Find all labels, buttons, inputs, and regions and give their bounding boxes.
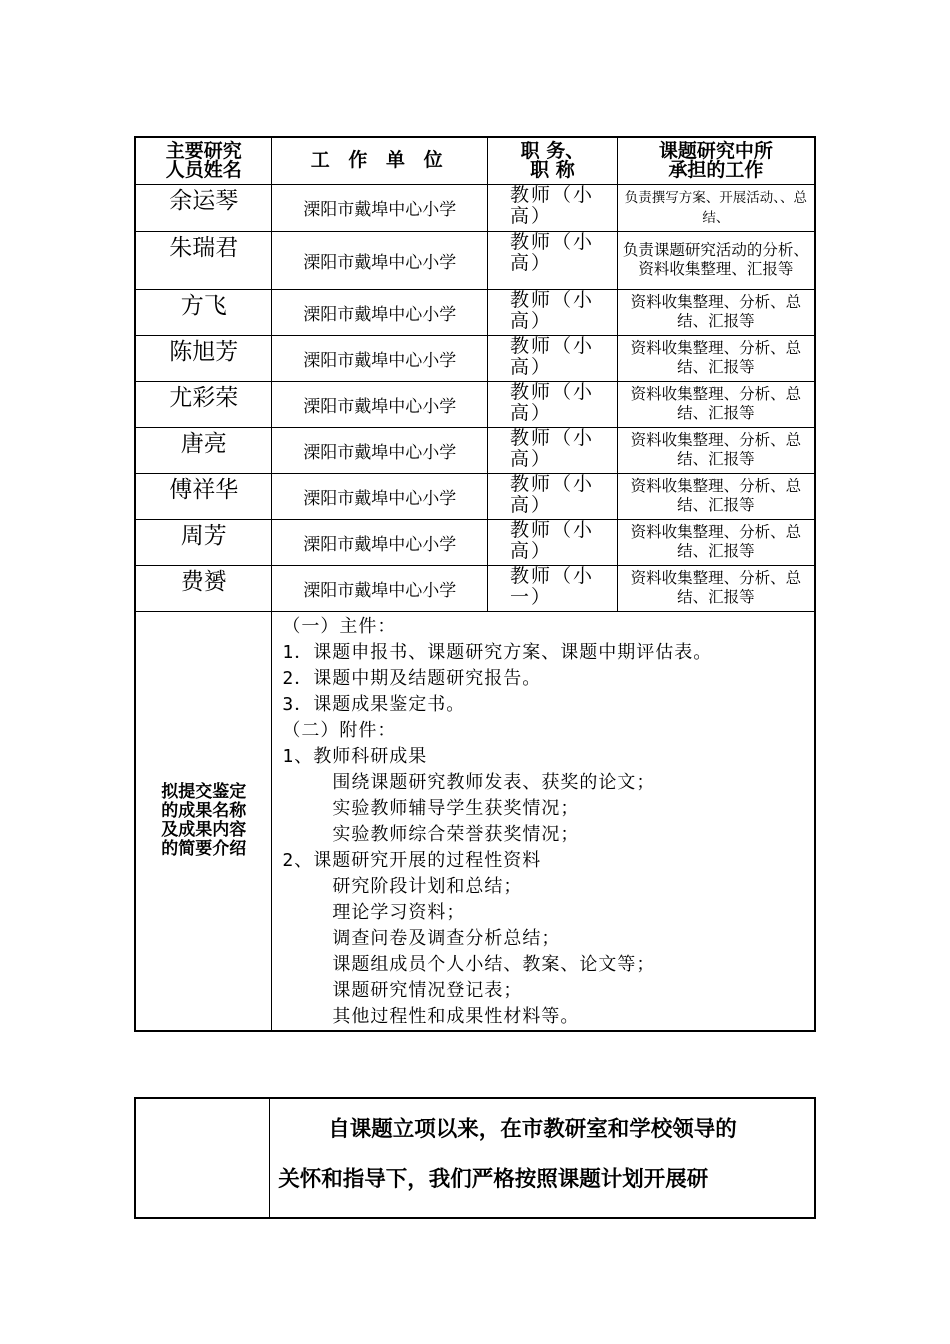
results-line: 其他过程性和成果性材料等。 — [332, 1005, 580, 1027]
table-row — [135, 519, 815, 565]
member-unit: 溧阳市戴埠中心小学 — [272, 427, 488, 473]
members-table — [134, 136, 816, 1032]
report-table — [134, 1097, 816, 1219]
member-title: 教师（小高） — [487, 381, 617, 427]
member-unit: 溧阳市戴埠中心小学 — [272, 381, 488, 427]
results-line: （二）附件： — [282, 719, 397, 741]
report-line: 关怀和指导下，我们严格按照课题计划开展研 — [278, 1167, 709, 1192]
results-line: 2．课题中期及结题研究报告。 — [282, 667, 542, 689]
member-title: 教师（小高） — [487, 231, 617, 289]
results-line: 研究阶段计划和总结； — [332, 875, 523, 897]
member-title: 教师（小高） — [487, 335, 617, 381]
table-row — [135, 565, 815, 611]
table-row — [135, 473, 815, 519]
report-content — [270, 1098, 815, 1218]
member-title: 教师（小一） — [487, 565, 617, 611]
member-task: 负责撰写方案、开展活动、、总结、 — [617, 184, 815, 231]
table-row — [135, 184, 815, 231]
member-unit: 溧阳市戴埠中心小学 — [272, 473, 488, 519]
member-unit: 溧阳市戴埠中心小学 — [272, 565, 488, 611]
member-name: 余运琴 — [135, 184, 272, 231]
member-name: 费赟 — [135, 565, 272, 611]
member-title: 教师（小高） — [487, 289, 617, 335]
results-label: 拟提交鉴定 的成果名称 及成果内容 的简要介绍 — [135, 611, 272, 1031]
results-content — [272, 611, 815, 1031]
table-row — [135, 231, 815, 289]
table-row — [135, 381, 815, 427]
member-task: 资料收集整理、分析、总结、汇报等 — [617, 381, 815, 427]
results-line: 1．课题申报书、课题研究方案、课题中期评估表。 — [282, 641, 713, 663]
member-name: 方飞 — [135, 289, 272, 335]
report-row — [135, 1098, 815, 1218]
member-task: 负责课题研究活动的分析、资料收集整理、汇报等 — [617, 231, 815, 289]
member-name: 傅祥华 — [135, 473, 272, 519]
member-title: 教师（小高） — [487, 473, 617, 519]
member-unit: 溧阳市戴埠中心小学 — [272, 184, 488, 231]
results-line: 3．课题成果鉴定书。 — [282, 693, 466, 715]
table-row — [135, 289, 815, 335]
member-name: 陈旭芳 — [135, 335, 272, 381]
results-line: 课题研究情况登记表； — [332, 979, 523, 1001]
results-line: 课题组成员个人小结、教案、论文等； — [332, 953, 656, 975]
member-task: 资料收集整理、分析、总结、汇报等 — [617, 519, 815, 565]
results-line: （一）主件： — [282, 615, 397, 637]
results-line: 实验教师综合荣誉获奖情况； — [332, 823, 580, 845]
member-task: 资料收集整理、分析、总结、汇报等 — [617, 427, 815, 473]
report-label — [135, 1098, 270, 1218]
results-row — [135, 611, 815, 1031]
member-name: 唐亮 — [135, 427, 272, 473]
header-row — [135, 137, 815, 184]
member-task: 资料收集整理、分析、总结、汇报等 — [617, 565, 815, 611]
results-line: 围绕课题研究教师发表、获奖的论文； — [332, 771, 656, 793]
member-name: 尤彩荣 — [135, 381, 272, 427]
member-name: 周芳 — [135, 519, 272, 565]
results-line: 理论学习资料； — [332, 901, 466, 923]
results-line: 1、教师科研成果 — [282, 745, 428, 767]
report-line: 自课题立项以来，在市教研室和学校领导的 — [328, 1117, 737, 1142]
results-line: 实验教师辅导学生获奖情况； — [332, 797, 580, 819]
member-unit: 溧阳市戴埠中心小学 — [272, 289, 488, 335]
member-title: 教师（小高） — [487, 427, 617, 473]
member-unit: 溧阳市戴埠中心小学 — [272, 335, 488, 381]
member-title: 教师（小高） — [487, 184, 617, 231]
header-task: 课题研究中所 承担的工作 — [617, 137, 815, 184]
results-line: 调查问卷及调查分析总结； — [332, 927, 561, 949]
header-name: 主要研究 人员姓名 — [135, 137, 272, 184]
header-title: 职 务、 职 称 — [487, 137, 617, 184]
member-task: 资料收集整理、分析、总结、汇报等 — [617, 289, 815, 335]
member-task: 资料收集整理、分析、总结、汇报等 — [617, 473, 815, 519]
table-row — [135, 335, 815, 381]
member-title: 教师（小高） — [487, 519, 617, 565]
member-task: 资料收集整理、分析、总结、汇报等 — [617, 335, 815, 381]
member-name: 朱瑞君 — [135, 231, 272, 289]
table-row — [135, 427, 815, 473]
member-unit: 溧阳市戴埠中心小学 — [272, 231, 488, 289]
member-unit: 溧阳市戴埠中心小学 — [272, 519, 488, 565]
results-line: 2、课题研究开展的过程性资料 — [282, 849, 542, 871]
header-unit: 工 作 单 位 — [272, 137, 488, 184]
